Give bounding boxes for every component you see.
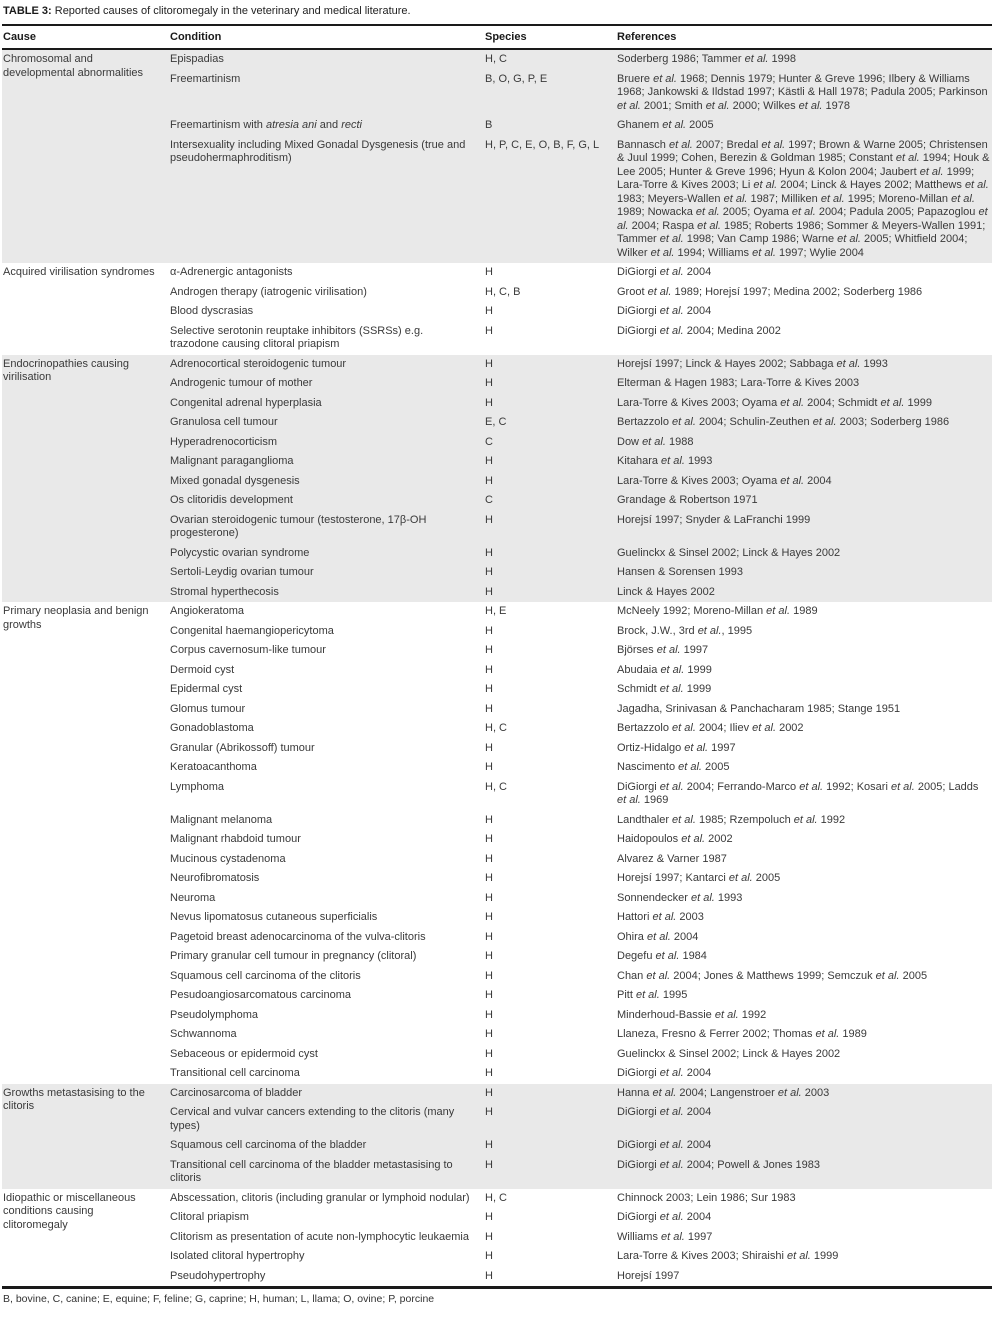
- table-row: [170, 622, 992, 642]
- condition-cell: Keratoacanthoma: [170, 761, 257, 773]
- references-cell: Haidopoulos et al. 2002: [617, 833, 733, 845]
- table-section: [2, 602, 992, 1084]
- table-row: [170, 136, 992, 264]
- species-cell: H: [485, 1106, 493, 1118]
- references-cell: Ortiz-Hidalgo et al. 1997: [617, 741, 736, 754]
- cause-cell: Primary neoplasia and benign growths: [3, 605, 149, 631]
- table-row: [170, 986, 992, 1006]
- references-cell: Jagadha, Srinivasan & Panchacharam 1985; Stange 1951: [617, 702, 901, 715]
- references-cell: DiGiorgi et al. 2004; Powell & Jones 1983: [617, 1158, 821, 1171]
- species-cell: E, C: [485, 416, 507, 428]
- table-row: [170, 1084, 992, 1104]
- references-cell: Degefu et al. 1984: [617, 950, 707, 962]
- condition-cell: Androgenic tumour of mother: [170, 377, 313, 389]
- condition-cell: Polycystic ovarian syndrome: [170, 546, 310, 559]
- references-cell: Groot et al. 1989; Horejsí 1997; Medina 2002; Soderberg 1986: [617, 285, 923, 298]
- references-cell: Elterman & Hagen 1983; Lara-Torre & Kives 2003: [617, 377, 860, 389]
- table-row: [170, 1267, 992, 1287]
- condition-cell: Abscessation, clitoris (including granular or lymphoid nodular): [170, 1191, 470, 1204]
- condition-cell: Malignant rhabdoid tumour: [170, 833, 301, 845]
- species-cell: H: [485, 644, 493, 656]
- species-cell: H, C: [485, 780, 507, 793]
- condition-cell: Mixed gonadal dysgenesis: [170, 474, 300, 487]
- table-row: [170, 1189, 992, 1209]
- cause-cell: Growths metastasising to the clitoris: [3, 1086, 145, 1112]
- table-row: [170, 1006, 992, 1026]
- species-cell: H: [485, 1086, 493, 1099]
- table-row: [170, 719, 992, 739]
- species-cell: B, O, G, P, E: [485, 72, 548, 85]
- species-cell: H: [485, 1008, 493, 1021]
- references-cell: Bertazzolo et al. 2004; Iliev et al. 2002: [617, 722, 804, 734]
- section-rows: [170, 1189, 992, 1287]
- references-cell: Linck & Hayes 2002: [617, 585, 715, 598]
- cause-cell: Endocrinopathies causing virilisation: [3, 357, 129, 383]
- table-row: [170, 322, 992, 355]
- species-cell: H: [485, 833, 493, 845]
- species-cell: H: [485, 702, 493, 715]
- species-cell: H, C: [485, 1191, 507, 1204]
- condition-cell: Pesudoangiosarcomatous carcinoma: [170, 989, 351, 1001]
- table-row: [170, 1064, 992, 1084]
- table-row: [170, 869, 992, 889]
- species-cell: C: [485, 435, 493, 448]
- references-cell: Abudaia et al. 1999: [617, 663, 712, 676]
- references-cell: Horejsí 1997; Snyder & LaFranchi 1999: [617, 513, 811, 526]
- condition-cell: Androgen therapy (iatrogenic virilisation): [170, 285, 367, 298]
- references-cell: Hansen & Sorensen 1993: [617, 566, 743, 578]
- condition-cell: Freemartinism: [170, 72, 241, 85]
- species-cell: H: [485, 1158, 493, 1171]
- column-header-references: References: [617, 30, 677, 43]
- references-cell: Horejsí 1997; Kantarci et al. 2005: [617, 872, 781, 884]
- condition-cell: Gonadoblastoma: [170, 722, 254, 734]
- condition-cell: Lymphoma: [170, 780, 225, 793]
- condition-cell: Freemartinism with atresia ani and recti: [170, 119, 362, 131]
- table-row: [170, 50, 992, 70]
- species-cell: H: [485, 1230, 493, 1243]
- species-cell: H, E: [485, 605, 507, 617]
- condition-cell: Epispadias: [170, 53, 224, 65]
- references-cell: Nascimento et al. 2005: [617, 761, 730, 773]
- column-header-row: [2, 24, 992, 51]
- table-row: [170, 661, 992, 681]
- section-rows: [170, 50, 992, 263]
- table-row: [170, 355, 992, 375]
- references-cell: Chan et al. 2004; Jones & Matthews 1999; Semczuk et al. 2005: [617, 969, 928, 982]
- references-cell: Landthaler et al. 1985; Rzempoluch et al. 1992: [617, 813, 846, 826]
- table-row: [170, 1025, 992, 1045]
- condition-cell: Squamous cell carcinoma of the clitoris: [170, 969, 361, 982]
- references-cell: Williams et al. 1997: [617, 1230, 713, 1243]
- table-section: [2, 263, 992, 355]
- section-rows: [170, 602, 992, 1084]
- species-cell: H: [485, 585, 493, 598]
- condition-cell: Intersexuality including Mixed Gonadal Dysgenesis (true and pseudohermaphroditism): [170, 138, 466, 164]
- references-cell: Ghanem et al. 2005: [617, 119, 714, 131]
- references-cell: DiGiorgi et al. 2004: [617, 266, 712, 278]
- species-cell: H: [485, 624, 493, 637]
- species-cell: H: [485, 761, 493, 773]
- species-cell: H: [485, 357, 493, 370]
- species-cell: H: [485, 1269, 493, 1282]
- condition-cell: Sertoli-Leydig ovarian tumour: [170, 566, 314, 578]
- table-row: [170, 602, 992, 622]
- table-row: [170, 583, 992, 603]
- species-cell: H: [485, 911, 493, 923]
- references-cell: Schmidt et al. 1999: [617, 683, 712, 695]
- condition-cell: Transitional cell carcinoma of the bladder metastasising to clitoris: [170, 1158, 453, 1184]
- references-cell: DiGiorgi et al. 2004: [617, 305, 712, 317]
- section-rows: [170, 1084, 992, 1189]
- table-row: [170, 641, 992, 661]
- condition-cell: Malignant paraganglioma: [170, 455, 294, 467]
- references-cell: Grandage & Robertson 1971: [617, 494, 758, 506]
- table-row: [170, 889, 992, 909]
- table-row: [170, 70, 992, 117]
- table-row: [170, 811, 992, 831]
- condition-cell: Sebaceous or epidermoid cyst: [170, 1047, 318, 1060]
- references-cell: Hattori et al. 2003: [617, 911, 704, 923]
- condition-cell: Schwannoma: [170, 1028, 237, 1040]
- species-cell: H: [485, 266, 493, 278]
- table-section: [2, 50, 992, 263]
- condition-cell: Mucinous cystadenoma: [170, 852, 286, 865]
- references-cell: Bertazzolo et al. 2004; Schulin-Zeuthen et al. 2003; Soderberg 1986: [617, 416, 950, 428]
- species-cell: H: [485, 969, 493, 982]
- table-row: [170, 1156, 992, 1189]
- references-cell: DiGiorgi et al. 2004; Medina 2002: [617, 324, 781, 337]
- condition-cell: Os clitoridis development: [170, 494, 293, 506]
- condition-cell: Isolated clitoral hypertrophy: [170, 1250, 305, 1262]
- references-cell: Guelinckx & Sinsel 2002; Linck & Hayes 2002: [617, 546, 841, 559]
- table-row: [170, 563, 992, 583]
- references-cell: Dow et al. 1988: [617, 435, 694, 448]
- table-row: [170, 1136, 992, 1156]
- condition-cell: Congenital adrenal hyperplasia: [170, 396, 322, 409]
- references-cell: DiGiorgi et al. 2004; Ferrando-Marco et al. 1992; Kosari et al. 2005; Ladds et al. 1969: [617, 780, 979, 806]
- table-section: [2, 355, 992, 603]
- condition-cell: Blood dyscrasias: [170, 305, 254, 317]
- column-header-cause: Cause: [3, 30, 37, 43]
- references-cell: Llaneza, Fresno & Ferrer 2002; Thomas et al. 1989: [617, 1028, 867, 1040]
- condition-cell: Angiokeratoma: [170, 605, 244, 617]
- condition-cell: Clitorism as presentation of acute non-lymphocytic leukaemia: [170, 1230, 469, 1243]
- species-cell: C: [485, 494, 493, 506]
- references-cell: Lara-Torre & Kives 2003; Oyama et al. 2004; Schmidt et al. 1999: [617, 396, 932, 409]
- table-row: [170, 1208, 992, 1228]
- species-cell: H: [485, 950, 493, 962]
- cause-cell: Acquired virilisation syndromes: [3, 266, 155, 278]
- condition-cell: Granulosa cell tumour: [170, 416, 278, 428]
- table-row: [170, 263, 992, 283]
- species-cell: H: [485, 546, 493, 559]
- table-row: [170, 413, 992, 433]
- species-cell: H, C, B: [485, 285, 521, 298]
- table-row: [170, 116, 992, 136]
- references-cell: Bannasch et al. 2007; Bredal et al. 1997; Brown & Warne 2005; Christensen & Juul 1999; Cohen, Berezin & Goldman 1985; Constant et al. 1994; Houk & Lee 2005; Hunter & Greve 1996; Hyun & Kolon 2004; Jaubert et al. 1999; Lara-Torre & Kives 2003; Li et al. 2004; Linck & Hayes 2002; Matthews et al. 1983; Meyers-Wallen et al. 1987; Milliken et al. 1995; Moreno-Millan et al. 1989; Nowacka et al. 2005; Oyama et al. 2004; Padula 2005; Papazoglou et al. 2004; Raspa et al. 1985; Roberts 1986; Sommer & Meyers-Wallen 1991; Tammer et al. 1998; Van Camp 1986; Warne et al. 2005; Whitfield 2004; Wilker et al. 1994; Williams et al. 1997; Wylie 2004: [617, 138, 990, 259]
- references-cell: Alvarez & Varner 1987: [617, 852, 727, 865]
- references-cell: Horejsí 1997; Linck & Hayes 2002; Sabbaga et al. 1993: [617, 357, 888, 370]
- species-cell: H: [485, 989, 493, 1001]
- table-label: TABLE 3:: [3, 5, 52, 17]
- table-row: [170, 302, 992, 322]
- table-row: [170, 778, 992, 811]
- references-cell: Pitt et al. 1995: [617, 989, 688, 1001]
- references-cell: Minderhoud-Bassie et al. 1992: [617, 1008, 767, 1021]
- table-row: [170, 739, 992, 759]
- table-row: [170, 758, 992, 778]
- table-row: [170, 472, 992, 492]
- species-cell: H: [485, 1028, 493, 1040]
- condition-cell: Ovarian steroidogenic tumour (testosterone, 17β-OH progesterone): [170, 513, 427, 539]
- condition-cell: Hyperadrenocorticism: [170, 435, 277, 448]
- species-cell: H: [485, 305, 493, 317]
- condition-cell: Nevus lipomatosus cutaneous superficialis: [170, 911, 378, 923]
- species-key-footnote: B, bovine, C, canine; E, equine; F, feline; G, caprine; H, human; L, llama; O, ovine; P, porcine: [2, 1286, 992, 1313]
- condition-cell: Adrenocortical steroidogenic tumour: [170, 357, 347, 370]
- table-row: [170, 908, 992, 928]
- table-row: [170, 850, 992, 870]
- table-row: [170, 1103, 992, 1136]
- table-row: [170, 511, 992, 544]
- table-title: Reported causes of clitoromegaly in the veterinary and medical literature.: [54, 5, 411, 17]
- species-cell: H: [485, 872, 493, 884]
- table-row: [170, 947, 992, 967]
- condition-cell: Dermoid cyst: [170, 663, 235, 676]
- species-cell: H: [485, 1250, 493, 1262]
- species-cell: H: [485, 377, 493, 389]
- cause-cell: Idiopathic or miscellaneous conditions causing clitoromegaly: [3, 1191, 136, 1231]
- references-cell: DiGiorgi et al. 2004: [617, 1106, 712, 1118]
- table-caption: [2, 2, 992, 24]
- table-row: [170, 374, 992, 394]
- species-cell: H: [485, 396, 493, 409]
- condition-cell: Neuroma: [170, 891, 216, 904]
- condition-cell: Pagetoid breast adenocarcinoma of the vulva-clitoris: [170, 930, 426, 943]
- table-row: [170, 928, 992, 948]
- references-cell: DiGiorgi et al. 2004: [617, 1067, 712, 1079]
- condition-cell: Epidermal cyst: [170, 683, 243, 695]
- condition-cell: Neurofibromatosis: [170, 872, 260, 884]
- references-cell: Sonnendecker et al. 1993: [617, 891, 743, 904]
- column-header-condition: Condition: [170, 30, 222, 43]
- table-row: [170, 433, 992, 453]
- references-cell: Hanna et al. 2004; Langenstroer et al. 2003: [617, 1086, 830, 1099]
- references-cell: Kitahara et al. 1993: [617, 455, 713, 467]
- species-cell: H: [485, 852, 493, 865]
- table-section: [2, 1084, 992, 1189]
- table-row: [170, 967, 992, 987]
- references-cell: Lara-Torre & Kives 2003; Shiraishi et al. 1999: [617, 1250, 839, 1262]
- condition-cell: Pseudohypertrophy: [170, 1269, 266, 1282]
- species-cell: H: [485, 930, 493, 943]
- condition-cell: Clitoral priapism: [170, 1211, 249, 1223]
- table-row: [170, 700, 992, 720]
- condition-cell: Primary granular cell tumour in pregnancy (clitoral): [170, 950, 417, 962]
- species-cell: H: [485, 1067, 493, 1079]
- section-rows: [170, 355, 992, 603]
- condition-cell: Congenital haemangiopericytoma: [170, 624, 334, 637]
- table-body: [2, 50, 992, 1286]
- references-cell: Soderberg 1986; Tammer et al. 1998: [617, 53, 796, 65]
- species-cell: H: [485, 891, 493, 904]
- condition-cell: Glomus tumour: [170, 702, 246, 715]
- table-row: [170, 491, 992, 511]
- table-row: [170, 544, 992, 564]
- species-cell: H: [485, 741, 493, 754]
- table-row: [170, 830, 992, 850]
- condition-cell: Malignant melanoma: [170, 813, 273, 826]
- references-cell: Horejsí 1997: [617, 1269, 680, 1282]
- species-cell: H: [485, 683, 493, 695]
- species-cell: B: [485, 119, 493, 131]
- references-cell: DiGiorgi et al. 2004: [617, 1211, 712, 1223]
- condition-cell: Pseudolymphoma: [170, 1008, 259, 1021]
- species-cell: H: [485, 813, 493, 826]
- condition-cell: α-Adrenergic antagonists: [170, 266, 293, 278]
- condition-cell: Carcinosarcoma of bladder: [170, 1086, 303, 1099]
- table-row: [170, 680, 992, 700]
- section-rows: [170, 263, 992, 355]
- condition-cell: Cervical and vulvar cancers extending to the clitoris (many types): [170, 1106, 455, 1132]
- references-cell: Björses et al. 1997: [617, 644, 709, 656]
- table-section: [2, 1189, 992, 1287]
- species-cell: H: [485, 513, 493, 526]
- references-cell: DiGiorgi et al. 2004: [617, 1139, 712, 1151]
- condition-cell: Selective serotonin reuptake inhibitors (SSRSs) e.g. trazodone causing clitoral priapism: [170, 324, 424, 350]
- species-cell: H, C: [485, 53, 507, 65]
- species-cell: H: [485, 474, 493, 487]
- condition-cell: Stromal hyperthecosis: [170, 585, 279, 598]
- table-row: [170, 1228, 992, 1248]
- cause-cell: Chromosomal and developmental abnormalities: [3, 53, 144, 79]
- table-row: [170, 394, 992, 414]
- table-row: [170, 1045, 992, 1065]
- condition-cell: Squamous cell carcinoma of the bladder: [170, 1139, 367, 1151]
- table-row: [170, 283, 992, 303]
- references-cell: Guelinckx & Sinsel 2002; Linck & Hayes 2002: [617, 1047, 841, 1060]
- references-cell: Brock, J.W., 3rd et al., 1995: [617, 624, 753, 637]
- references-cell: McNeely 1992; Moreno-Millan et al. 1989: [617, 605, 818, 617]
- species-cell: H, P, C, E, O, B, F, G, L: [485, 138, 600, 151]
- column-header-species: Species: [485, 30, 527, 43]
- table-row: [170, 452, 992, 472]
- species-cell: H: [485, 566, 493, 578]
- species-cell: H: [485, 1211, 493, 1223]
- references-cell: Chinnock 2003; Lein 1986; Sur 1983: [617, 1191, 796, 1204]
- references-cell: Ohira et al. 2004: [617, 930, 699, 943]
- species-cell: H: [485, 1139, 493, 1151]
- species-cell: H: [485, 1047, 493, 1060]
- references-cell: Lara-Torre & Kives 2003; Oyama et al. 2004: [617, 474, 832, 487]
- species-cell: H: [485, 663, 493, 676]
- species-cell: H: [485, 324, 493, 337]
- references-cell: Bruere et al. 1968; Dennis 1979; Hunter & Greve 1996; Ilbery & Williams 1968; Jankowski & Ildstad 1997; Kästli & Hall 1978; Padula 2005; Parkinson et al. 2001; Smith et al. 2000; Wilkes et al. 1978: [617, 72, 988, 112]
- condition-cell: Corpus cavernosum-like tumour: [170, 644, 326, 656]
- table-row: [170, 1247, 992, 1267]
- condition-cell: Transitional cell carcinoma: [170, 1067, 300, 1079]
- species-cell: H: [485, 455, 493, 467]
- species-cell: H, C: [485, 722, 507, 734]
- condition-cell: Granular (Abrikossoff) tumour: [170, 741, 315, 754]
